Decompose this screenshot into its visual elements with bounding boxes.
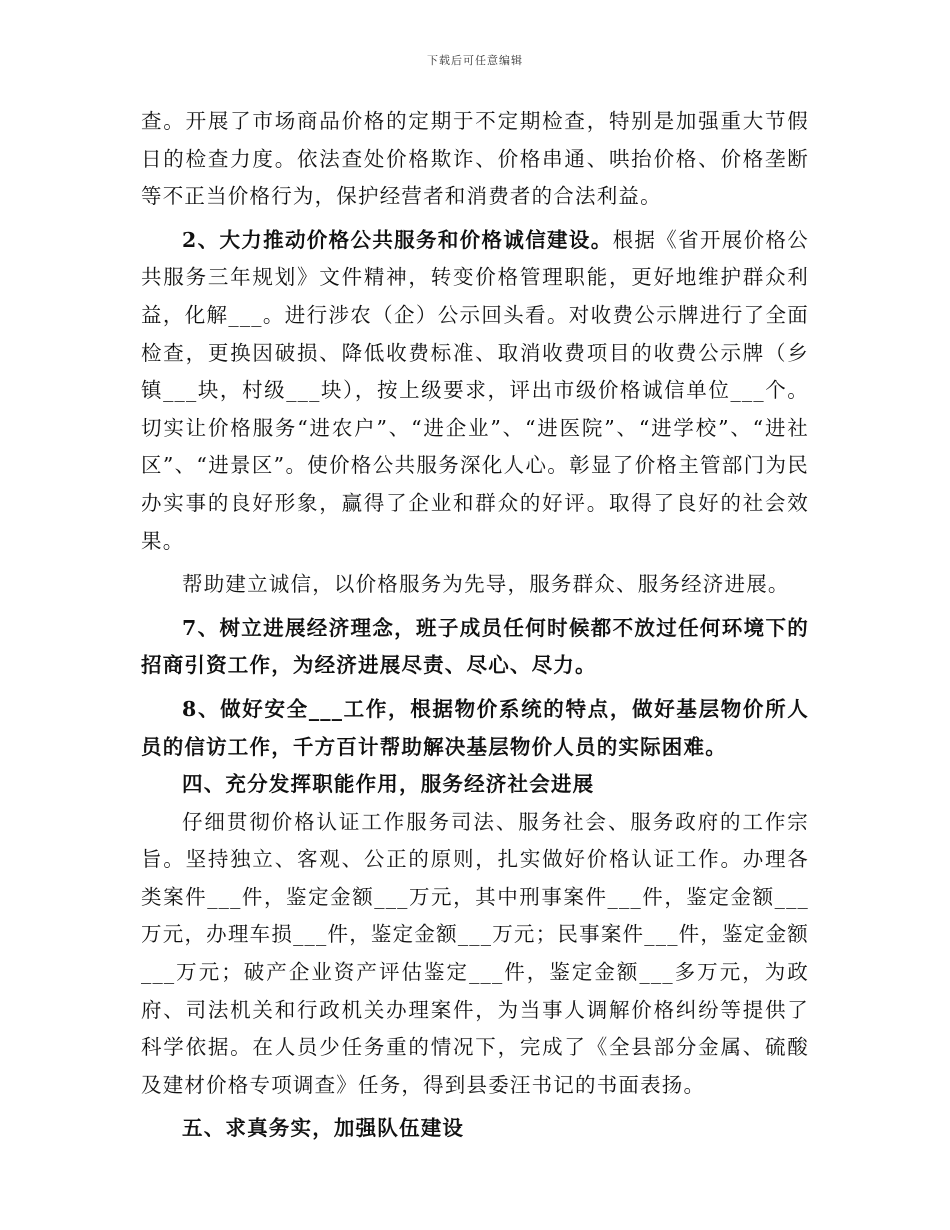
paragraph-item-7: 7、树立进展经济理念，班子成员任何时候都不放过任何环境下的招商引资工作，为经济进展尽责、尽心、尽力。 xyxy=(141,615,809,678)
paragraph-public-service xyxy=(141,222,809,560)
section-heading-4: 四、充分发挥职能作用，服务经济社会进展 xyxy=(182,772,595,797)
paragraph-item-8: 8、做好安全___工作，根据物价系统的特点，做好基层物价所人员的信访工作，千方百计帮助解决基层物价人员的实际困难。 xyxy=(141,696,809,759)
paragraph-price-certification: 仔细贯彻价格认证工作服务司法、服务社会、服务政府的工作宗旨。坚持独立、客观、公正的原则，扎实做好价格认证工作。办理各类案件___件，鉴定金额___万元，其中刑事案件___件，鉴定金额___万元，办理车损___件，鉴定金额___万元；民事案件___件，鉴定金额___万元；破产企业资产评估鉴定___件，鉴定金额___多万元，为政府、司法机关和行政机关办理案件，为当事人调解价格纠纷等提供了科学依据。在人员少任务重的情况下，完成了《全县部分金属、硫酸及建材价格专项调查》任务，得到县委汪书记的书面表扬。 xyxy=(141,809,809,1097)
header-note: 下载后可任意编辑 xyxy=(427,54,523,67)
paragraph-price-inspection: 查。开展了市场商品价格的定期于不定期检查，特别是加强重大节假日的检查力度。依法查处价格欺诈、价格串通、哄抬价格、价格垄断等不正当价格行为，保护经营者和消费者的合法利益。 xyxy=(141,109,809,209)
section-heading-5: 五、求真务实，加强队伍建设 xyxy=(182,1116,465,1141)
paragraph-integrity: 帮助建立诚信，以价格服务为先导，服务群众、服务经济进展。 xyxy=(182,572,790,597)
paragraph-public-service-lead: 2、大力推动价格公共服务和价格诚信建设。 xyxy=(182,227,613,252)
paragraph-public-service-body: 根据《省开展价格公共服务三年规划》文件精神，转变价格管理职能，更好地维护群众利益，化解___。进行涉农（企）公示回头看。对收费公示牌进行了全面检查，更换因破损、降低收费标准、取消收费项目的收费公示牌（乡镇___块，村级___块），按上级要求，评出市级价格诚信单位___个。切实让价格服务“进农户”、“进企业”、“进医院”、“进学校”、“进社区”、“进景区”。使价格公共服务深化人心。彰显了价格主管部门为民办实事的良好形象，赢得了企业和群众的好评。取得了良好的社会效果。 xyxy=(141,227,809,553)
document-body xyxy=(141,103,809,1148)
